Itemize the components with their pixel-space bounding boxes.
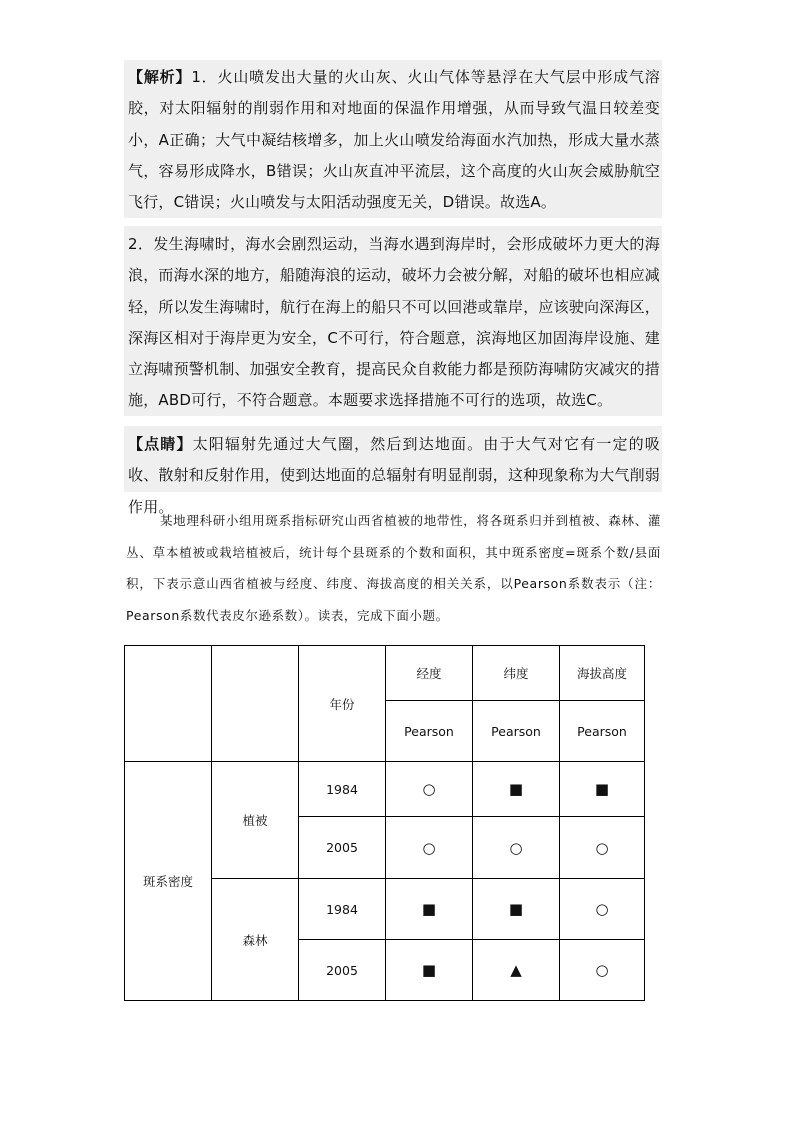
analysis-paragraph-1 (128, 62, 660, 218)
symbol-cell: ○ (560, 940, 645, 1001)
year-cell: 2005 (299, 817, 386, 879)
group-label-forest: 森林 (212, 879, 299, 1001)
table-row (125, 762, 645, 817)
year-cell: 2005 (299, 940, 386, 1001)
symbol-cell: ○ (473, 817, 560, 879)
symbol-cell: ■ (473, 762, 560, 817)
symbol-cell: ■ (386, 940, 473, 1001)
year-header: 年份 (299, 646, 386, 762)
pearson-table (124, 645, 645, 1001)
symbol-cell: ■ (386, 879, 473, 940)
symbol-cell: ○ (560, 879, 645, 940)
comment-text: 太阳辐射先通过大气圈，然后到达地面。由于大气对它有一定的吸收、散射和反射作用，使到达地面的总辐射有明显削弱，这种现象称为大气削弱作用。 (128, 435, 661, 516)
analysis-text-1: 1．火山喷发出大量的火山灰、火山气体等悬浮在大气层中形成气溶胶，对太阳辐射的削弱作用和对地面的保温作用增强，从而导致气温日较差变小，A正确；大气中凝结核增多，加上火山喷发给海面水汽加热，形成大量水蒸气，容易形成降水，B错误；火山灰直冲平流层，这个高度的火山灰会威胁航空飞行，C错误；火山喷发与太阳活动强度无关，D错误。故选A。 (128, 68, 660, 212)
symbol-cell: ○ (560, 817, 645, 879)
symbol-cell: ○ (386, 762, 473, 817)
analysis-text-2: 2．发生海啸时，海水会剧烈运动，当海水遇到海岸时，会形成破坏力更大的海浪，而海水深的地方，船随海浪的运动，破坏力会被分解，对船的破坏也相应减轻，所以发生海啸时，航行在海上的船只不可以回港或靠岸，应该驶向深海区，深海区相对于海岸更为安全，C不可行，符合题意，滨海地区加固海岸设施、建立海啸预警机制、加强安全教育，提高民众自救能力都是预防海啸防灾减灾的措施，ABD可行，不符合题意。本题要求选择措施不可行的选项，故选C。 (128, 235, 661, 410)
col-header-altitude: 海拔高度 (560, 646, 645, 701)
table-header-row (125, 646, 645, 701)
sub-header-pearson: Pearson (560, 701, 645, 762)
comment-label: 【点睛】 (128, 435, 193, 453)
header-empty-1 (125, 646, 212, 762)
row-group-label: 斑系密度 (125, 762, 212, 1001)
symbol-cell: ○ (386, 817, 473, 879)
symbol-cell: ■ (560, 762, 645, 817)
analysis-label: 【解析】 (128, 68, 192, 86)
year-cell: 1984 (299, 879, 386, 940)
sub-header-pearson: Pearson (386, 701, 473, 762)
symbol-cell: ■ (473, 879, 560, 940)
col-header-latitude: 纬度 (473, 646, 560, 701)
analysis-paragraph-2 (128, 229, 660, 417)
year-cell: 1984 (299, 762, 386, 817)
symbol-cell: ▲ (473, 940, 560, 1001)
question-intro: 某地理科研小组用斑系指标研究山西省植被的地带性，将各斑系归并到植被、森林、灌丛、草本植被或栽培植被后，统计每个县斑系的个数和面积，其中斑系密度=斑系个数/县面积，下表示意山西省植被与经度、纬度、海拔高度的相关关系，以Pearson系数表示（注：Pearson系数代表皮尔逊系数）。读表，完成下面小题。 (126, 513, 661, 623)
header-empty-2 (212, 646, 299, 762)
col-header-longitude: 经度 (386, 646, 473, 701)
group-label-vegetation: 植被 (212, 762, 299, 879)
sub-header-pearson: Pearson (473, 701, 560, 762)
